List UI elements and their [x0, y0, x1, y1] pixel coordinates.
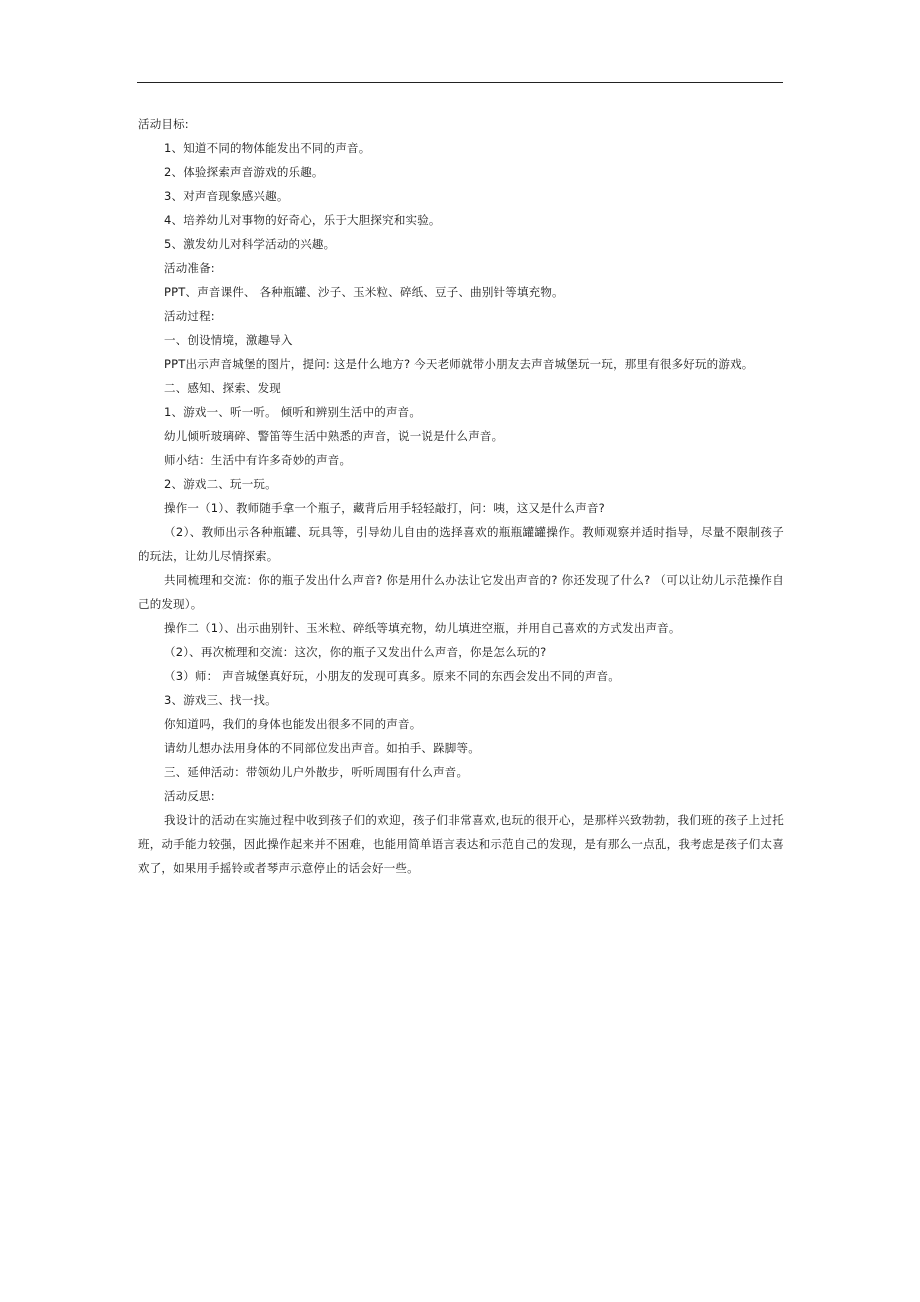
game1-text: 幼儿倾听玻璃碎、警笛等生活中熟悉的声音，说一说是什么声音。	[164, 429, 504, 443]
step1-title: 一、创设情境，激趣导入	[164, 333, 293, 347]
step2-title: 二、感知、探索、发现	[164, 381, 281, 395]
operation1-part1: 操作一（1）、教师随手拿一个瓶子，藏背后用手轻轻敲打，问：咦，这又是什么声音?	[164, 501, 605, 515]
game1-summary: 师小结：生活中有许多奇妙的声音。	[164, 453, 352, 467]
operation2-part3: （3）师： 声音城堡真好玩，小朋友的发现可真多。原来不同的东西会发出不同的声音。	[164, 669, 620, 683]
document-body	[138, 112, 784, 880]
game3-title: 3、游戏三、找一找。	[164, 693, 277, 707]
heading-process: 活动过程:	[164, 309, 215, 323]
game3-text2: 请幼儿想办法用身体的不同部位发出声音。如拍手、跺脚等。	[164, 741, 480, 755]
goal-item: 1、知道不同的物体能发出不同的声音。	[164, 141, 371, 155]
heading-reflection: 活动反思:	[164, 789, 215, 803]
goal-item: 2、体验探索声音游戏的乐趣。	[164, 165, 324, 179]
goal-item: 3、对声音现象感兴趣。	[164, 189, 289, 203]
game1-title: 1、游戏一、听一听。 倾听和辨别生活中的声音。	[164, 405, 422, 419]
game2-title: 2、游戏二、玩一玩。	[164, 477, 277, 491]
step1-text: PPT出示声音城堡的图片，提问: 这是什么地方? 今天老师就带小朋友去声音城堡玩一玩，那里有很多好玩的游戏。	[164, 357, 754, 371]
heading-goals: 活动目标:	[138, 117, 189, 131]
operation1-part2: （2）、教师出示各种瓶罐、玩具等，引导幼儿自由的选择喜欢的瓶瓶罐罐操作。教师观察并适时指导，尽量不限制孩子的玩法，让幼儿尽情探索。	[138, 525, 784, 563]
shared-discussion: 共同梳理和交流：你的瓶子发出什么声音? 你是用什么办法让它发出声音的? 你还发现了什么? （可以让幼儿示范操作自己的发现）。	[138, 573, 784, 611]
prep-materials: PPT、声音课件、 各种瓶罐、沙子、玉米粒、碎纸、豆子、曲别针等填充物。	[164, 285, 564, 299]
operation2-part1: 操作二（1）、出示曲别针、玉米粒、碎纸等填充物，幼儿填进空瓶，并用自己喜欢的方式发出声音。	[164, 621, 681, 635]
goal-item: 4、培养幼儿对事物的好奇心，乐于大胆探究和实验。	[164, 213, 441, 227]
goal-item: 5、激发幼儿对科学活动的兴趣。	[164, 237, 336, 251]
reflection-text: 我设计的活动在实施过程中收到孩子们的欢迎，孩子们非常喜欢,也玩的很开心，是那样兴致勃勃，我们班的孩子上过托班，动手能力较强，因此操作起来并不困难，也能用简单语言表达和示范自己的发现，是有那么一点乱，我考虑是孩子们太喜欢了，如果用手摇铃或者琴声示意停止的话会好一些。	[138, 813, 784, 875]
heading-prep: 活动准备:	[164, 261, 215, 275]
header-rule	[137, 82, 783, 83]
game3-text1: 你知道吗，我们的身体也能发出很多不同的声音。	[164, 717, 422, 731]
step3-extension: 三、延伸活动：带领幼儿户外散步，听听周围有什么声音。	[164, 765, 469, 779]
operation2-part2: （2）、再次梳理和交流：这次，你的瓶子又发出什么声音，你是怎么玩的?	[164, 645, 547, 659]
